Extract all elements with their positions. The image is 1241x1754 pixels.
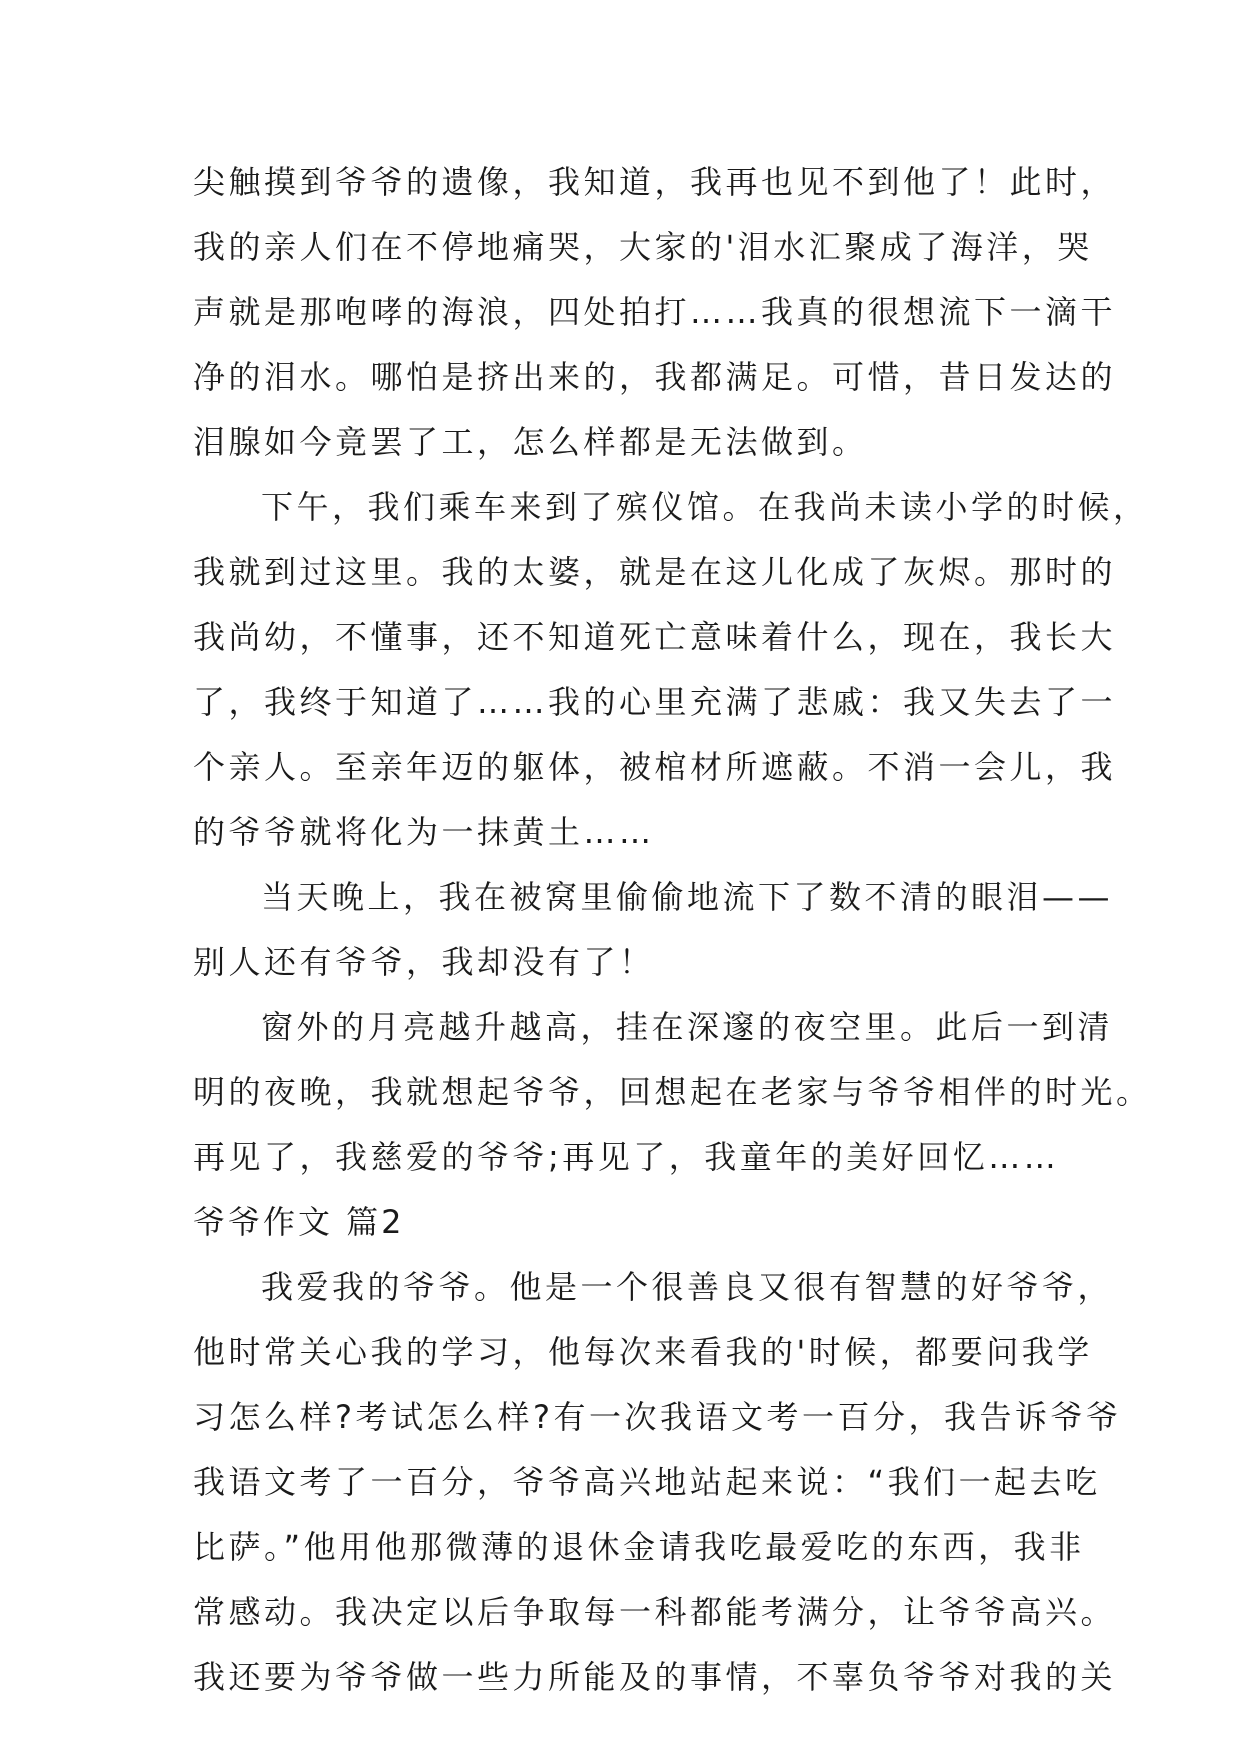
text-line: 他时常关心我的学习，他每次来看我的'时候，都要问我学 [193, 1333, 1093, 1371]
text-line: 再见了，我慈爱的爷爷;再见了，我童年的美好回忆…… [193, 1138, 1060, 1176]
text-line: 尖触摸到爷爷的遗像，我知道，我再也见不到他了！此时， [193, 163, 1117, 201]
text-line: 我尚幼，不懂事，还不知道死亡意味着什么，现在，我长大 [193, 618, 1117, 656]
section-heading: 爷爷作文 篇2 [193, 1203, 405, 1241]
text-line: 比萨。”他用他那微薄的退休金请我吃最爱吃的东西，我非 [193, 1528, 1085, 1566]
text-line: 我的亲人们在不停地痛哭，大家的'泪水汇聚成了海洋，哭 [193, 228, 1093, 266]
text-line: 常感动。我决定以后争取每一科都能考满分，让爷爷高兴。 [193, 1593, 1117, 1631]
essay-body [193, 150, 1152, 1710]
text-line: 我还要为爷爷做一些力所能及的事情，不辜负爷爷对我的关 [193, 1658, 1117, 1696]
text-line: 净的泪水。哪怕是挤出来的，我都满足。可惜，昔日发达的 [193, 358, 1117, 396]
text-line: 别人还有爷爷，我却没有了！ [193, 943, 655, 981]
paragraph-start-line: 窗外的月亮越升越高，挂在深邃的夜空里。此后一到清 [261, 1008, 1114, 1046]
paragraph-start-line: 当天晚上，我在被窝里偷偷地流下了数不清的眼泪—— [261, 878, 1114, 916]
text-line: 的爷爷就将化为一抹黄土…… [193, 813, 655, 851]
text-line: 我语文考了一百分，爷爷高兴地站起来说：“我们一起去吃 [193, 1463, 1101, 1501]
text-line: 声就是那咆哮的海浪，四处拍打……我真的很想流下一滴干 [193, 293, 1117, 331]
paragraph-start-line: 下午，我们乘车来到了殡仪馆。在我尚未读小学的时候， [261, 488, 1149, 526]
text-line: 了，我终于知道了……我的心里充满了悲戚：我又失去了一 [193, 683, 1117, 721]
text-line: 泪腺如今竟罢了工，怎么样都是无法做到。 [193, 423, 868, 461]
text-line: 我就到过这里。我的太婆，就是在这儿化成了灰烬。那时的 [193, 553, 1117, 591]
text-line: 习怎么样?考试怎么样?有一次我语文考一百分，我告诉爷爷 [193, 1398, 1122, 1436]
paragraph-start-line: 我爱我的爷爷。他是一个很善良又很有智慧的好爷爷， [261, 1268, 1114, 1306]
text-line: 明的夜晚，我就想起爷爷，回想起在老家与爷爷相伴的时光。 [193, 1073, 1152, 1111]
text-line: 个亲人。至亲年迈的躯体，被棺材所遮蔽。不消一会儿，我 [193, 748, 1117, 786]
